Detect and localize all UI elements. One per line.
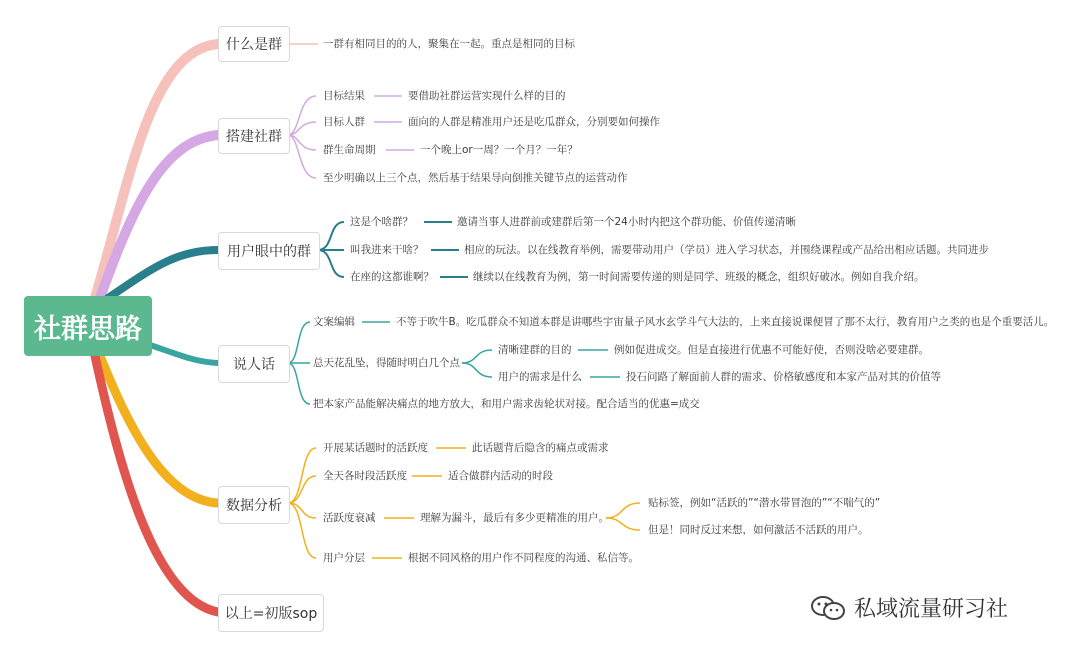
data-activity-decay[interactable]: 活跃度衰减: [323, 512, 376, 524]
data-topic-activity[interactable]: 开展某话题时的活跃度: [323, 442, 428, 454]
data-user-tiering[interactable]: 用户分层: [323, 552, 365, 564]
user-view-q2[interactable]: 叫我进来干啥？: [350, 244, 424, 256]
watermark-text: 私域流量研习社: [854, 597, 1009, 622]
topic-user-view[interactable]: 用户眼中的群: [218, 232, 320, 270]
branch-line-4: [150, 345, 218, 363]
topic-initial-sop[interactable]: 以上=初版sop: [218, 594, 324, 632]
data-time-activity[interactable]: 全天各时段活跃度: [323, 470, 407, 482]
data-user-tiering-detail[interactable]: 根据不同风格的用户作不同程度的沟通、私信等。: [408, 552, 639, 564]
speak-user-needs[interactable]: 用户的需求是什么: [498, 371, 582, 383]
branch-line-3: [108, 250, 218, 298]
build-target-audience-detail[interactable]: 面向的人群是精准用户还是吃瓜群众，分别要如何操作: [408, 116, 660, 128]
speak-purpose-detail[interactable]: 例如促进成交。但是直接进行优惠不可能好使，否则没啥必要建群。: [614, 344, 929, 356]
speak-key-points[interactable]: 总天花乱坠，得随时明白几个点: [313, 357, 460, 369]
speak-copywriting[interactable]: 文案编辑: [313, 316, 355, 328]
build-summary[interactable]: 至少明确以上三个点，然后基于结果导向倒推关键节点的运营动作: [323, 172, 628, 184]
speak-summary[interactable]: 把本家产品能解决痛点的地方放大，和用户需求齿轮状对接。配合适当的优惠=成交: [313, 398, 700, 410]
user-view-q3-detail[interactable]: 继续以在线教育为例，第一时间需要传递的则是同学、班级的概念，组织好破冰。例如自我介绍。: [473, 271, 925, 283]
root-topic[interactable]: 社群思路: [24, 296, 152, 356]
topic-what-is-group-note[interactable]: 一群有相同目的的人，聚集在一起。重点是相同的目标: [323, 38, 575, 50]
branch-line-5: [100, 356, 218, 503]
data-time-activity-detail[interactable]: 适合做群内活动的时段: [448, 470, 553, 482]
topic-what-is-group[interactable]: 什么是群: [218, 26, 290, 62]
user-view-q3[interactable]: 在座的这都谁啊？: [350, 271, 434, 283]
data-activity-decay-detail[interactable]: 理解为漏斗，最后有多少更精准的用户。: [420, 512, 609, 524]
wechat-icon: [810, 595, 846, 621]
data-decay-tagging[interactable]: 贴标签，例如“活跃的”“潜水带冒泡的”“不喘气的”: [648, 497, 881, 509]
data-decay-reactivate[interactable]: 但是！同时反过来想，如何激活不活跃的用户。: [648, 524, 869, 536]
build-target-audience[interactable]: 目标人群: [323, 116, 365, 128]
topic-data-analysis[interactable]: 数据分析: [218, 486, 290, 524]
user-view-q2-detail[interactable]: 相应的玩法。以在线教育举例，需要带动用户（学员）进入学习状态，并围绕课程或产品给出相应话题。共同进步: [464, 244, 989, 256]
speak-copywriting-detail[interactable]: 不等于吹牛B。吃瓜群众不知道本群是讲哪些宇宙量子风水玄学斗气大法的，上来直接说课便冒了那不太行，教育用户之类的也是个重要活儿。: [396, 316, 1055, 328]
user-view-q1[interactable]: 这是个啥群？: [350, 216, 413, 228]
build-lifecycle[interactable]: 群生命周期: [323, 144, 376, 156]
user-view-q1-detail[interactable]: 邀请当事人进群前或建群后第一个24小时内把这个群功能、价值传递清晰: [457, 216, 796, 228]
topic-speak-plainly[interactable]: 说人话: [218, 345, 290, 383]
build-lifecycle-detail[interactable]: 一个晚上or一周？一个月？一年？: [420, 144, 578, 156]
data-topic-activity-detail[interactable]: 此话题背后隐含的痛点或需求: [472, 442, 609, 454]
watermark: [810, 592, 1008, 623]
speak-purpose[interactable]: 清晰建群的目的: [498, 344, 572, 356]
build-goal-result[interactable]: 目标结果: [323, 90, 365, 102]
topic-build-group[interactable]: 搭建社群: [218, 118, 290, 154]
build-goal-result-detail[interactable]: 要借助社群运营实现什么样的目的: [408, 90, 566, 102]
speak-user-needs-detail[interactable]: 投石问路了解面前人群的需求、价格敏感度和本家产品对其的价值等: [626, 371, 941, 383]
